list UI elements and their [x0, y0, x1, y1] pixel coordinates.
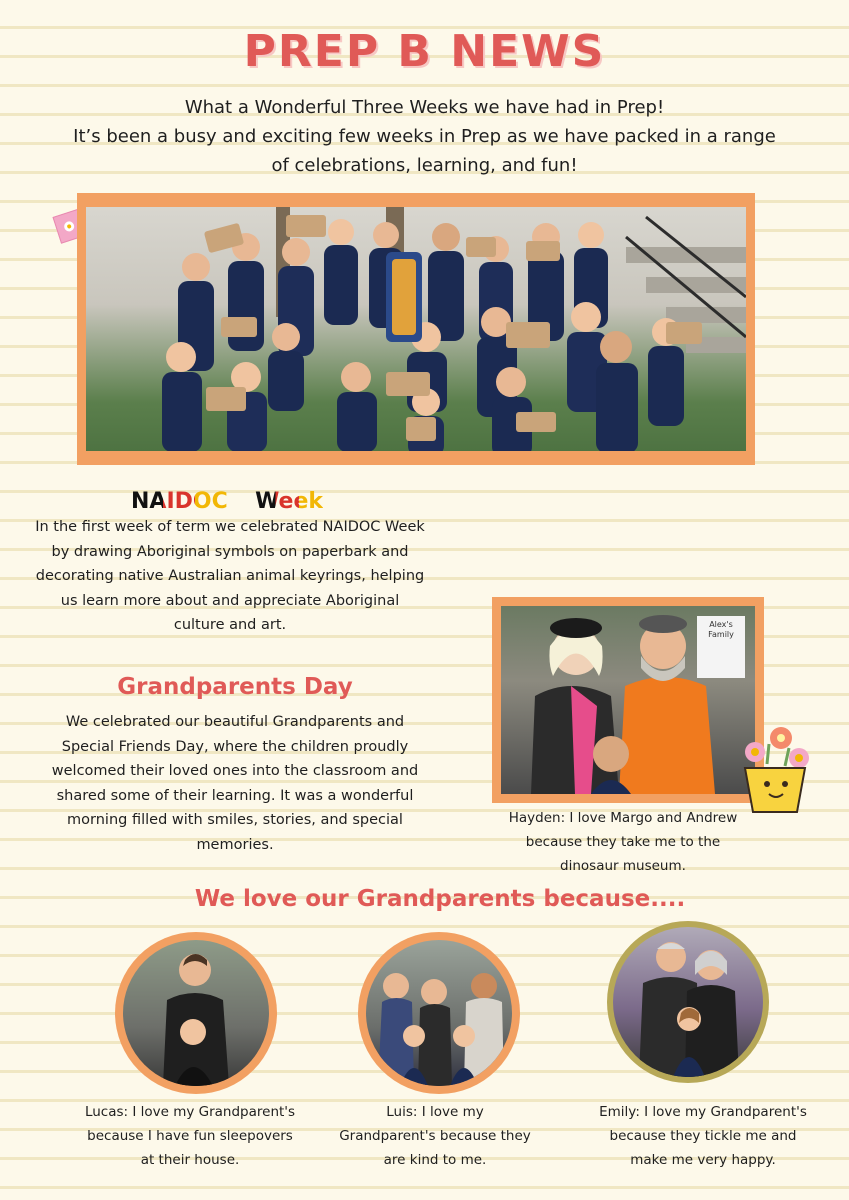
naidoc-line: In the first week of term we celebrated NAIDOC Week [35, 519, 425, 535]
lucas-photo-circle [115, 932, 277, 1094]
naidoc-heading [131, 489, 323, 514]
grandparents-line: shared some of their learning. It was a wonderful [56, 787, 414, 804]
naidoc-line: culture and art. [173, 617, 287, 633]
hayden-photo-frame [492, 597, 764, 803]
flower-pot-icon [733, 722, 817, 816]
grandparents-line: morning filled with smiles, stories, and special [67, 812, 403, 828]
grandparents-line: memories. [196, 836, 274, 853]
grandparents-line: Special Friends Day, where the children proudly [61, 738, 409, 755]
hayden-caption-line: dinosaur museum. [560, 858, 686, 874]
naidoc-line: decorating native Australian animal keyrings, helping [35, 568, 425, 584]
page-title: PREP B NEWS [243, 26, 606, 77]
board-text-line: Family [708, 630, 734, 639]
quote-line: because I have fun sleepovers [87, 1128, 293, 1144]
naidoc-line: by drawing Aboriginal symbols on paperbark and [51, 543, 409, 560]
lucas-photo-illustration [123, 940, 269, 1086]
luis-photo-circle [358, 932, 520, 1094]
quote-line: because they tickle me and [609, 1128, 797, 1144]
quote-line: Lucas: I love my Grandparent's [84, 1104, 296, 1120]
grandparents-line: welcomed their loved ones into the classroom and [51, 763, 419, 779]
emily-photo-illustration [613, 927, 763, 1077]
quote-line: are kind to me. [383, 1152, 487, 1168]
luis-quote [315, 1100, 555, 1172]
luis-photo [366, 940, 512, 1086]
naidoc-paragraph [15, 515, 445, 638]
flower-pot-sticker [733, 722, 817, 816]
grandparents-line: We celebrated our beautiful Grandparents and [65, 714, 405, 730]
class-photo-frame [77, 193, 755, 465]
emily-photo [613, 927, 763, 1077]
love-grandparents-heading: We love our Grandparents because.... [194, 886, 686, 912]
intro-line-3: of celebrations, learning, and fun! [271, 155, 578, 176]
quote-line: at their house. [140, 1152, 240, 1168]
intro-line-1: What a Wonderful Three Weeks we have had in Prep! [184, 97, 665, 118]
quote-line: Emily: I love my Grandparent's [599, 1104, 807, 1120]
emily-photo-circle [607, 921, 769, 1083]
board-text-line: Alex's [709, 620, 733, 629]
quote-line: Luis: I love my [386, 1104, 484, 1120]
naidoc-heading-word: NAIDOC [131, 489, 228, 514]
class-photo [86, 207, 746, 451]
lucas-quote [70, 1100, 310, 1172]
grandparents-day-heading: Grandparents Day [117, 674, 353, 700]
grandparents-paragraph [20, 710, 450, 857]
hayden-photo-illustration [501, 606, 755, 794]
luis-photo-illustration [366, 940, 512, 1086]
hayden-caption-line: because they take me to the [525, 834, 721, 850]
week-heading-word: Week [255, 489, 324, 514]
naidoc-line: us learn more about and appreciate Aboriginal [60, 592, 400, 609]
quote-line: make me very happy. [630, 1152, 776, 1168]
lucas-photo [123, 940, 269, 1086]
hayden-photo [501, 606, 755, 794]
intro-line-2: It’s been a busy and exciting few weeks in Prep as we have packed in a range [73, 126, 776, 147]
hayden-caption [484, 806, 762, 878]
emily-quote [583, 1100, 823, 1172]
quote-line: Grandparent's because they [339, 1128, 531, 1144]
class-photo-illustration [86, 207, 746, 451]
hayden-caption-line: Hayden: I love Margo and Andrew [508, 810, 738, 826]
